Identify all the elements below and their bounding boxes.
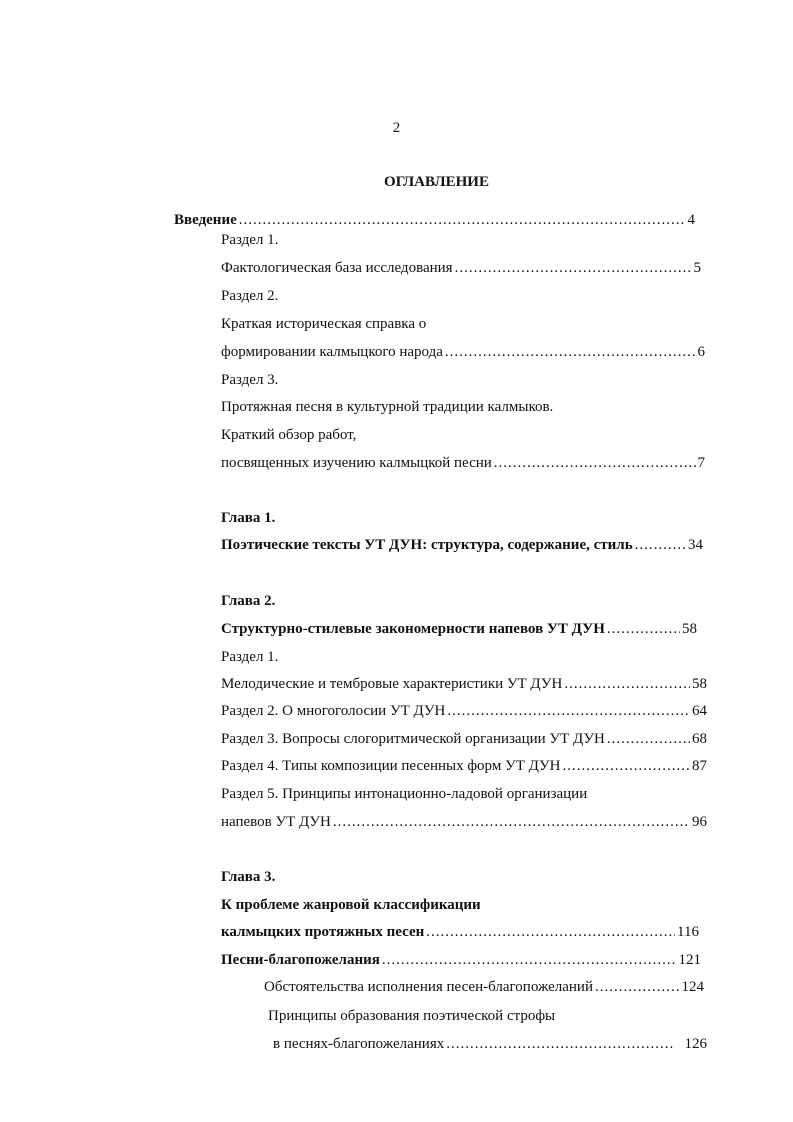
toc-title: ОГЛАВЛЕНИЕ (384, 174, 489, 190)
toc-entry-text: Введение (174, 212, 237, 228)
toc-entry-page: 64 (692, 703, 707, 719)
toc-entry-text: посвященных изучению калмыцкой песни (221, 455, 492, 471)
toc-entry (221, 756, 707, 776)
toc-entry (221, 397, 553, 417)
toc-entry (221, 453, 705, 473)
toc-entry-page: 6 (697, 344, 705, 360)
toc-entry-text: Мелодические и тембровые характеристики УТ ДУН (221, 676, 563, 692)
toc-entry-text: Раздел 2. О многоголосии УТ ДУН (221, 703, 446, 719)
toc-entry-text: Глава 1. (221, 510, 276, 526)
toc-entry (221, 784, 587, 804)
toc-entry-text: К проблеме жанровой классификации (221, 897, 481, 913)
toc-entry-page: 116 (677, 924, 699, 940)
toc-entry (221, 701, 707, 721)
toc-entry (221, 729, 707, 749)
toc-entry (221, 342, 705, 362)
toc-entry (221, 286, 278, 306)
toc-entry-page: 96 (692, 814, 707, 830)
toc-entry-text: Поэтические тексты УТ ДУН: структура, содержание, стиль (221, 537, 633, 553)
leader-dots (446, 1034, 672, 1054)
toc-entry (221, 370, 278, 390)
leader-dots (333, 812, 690, 832)
toc-entry-text: формировании калмыцкого народа (221, 344, 443, 360)
toc-entry (221, 425, 356, 445)
toc-entry (221, 867, 275, 887)
toc-entry-text: в песнях-благопожеланиях (273, 1036, 445, 1052)
leader-dots (445, 342, 696, 362)
toc-entry-text: Раздел 1. (221, 649, 279, 665)
toc-entry-text: Протяжная песня в культурной традиции калмыков. (221, 399, 554, 415)
toc-entry (221, 647, 278, 667)
toc-entry-text: Раздел 2. (221, 288, 279, 304)
leader-dots (607, 729, 690, 749)
toc-entry-text: Краткая историческая справка о (221, 316, 427, 332)
leader-dots (455, 258, 692, 278)
toc-entry (221, 674, 707, 694)
toc-entry-page: 68 (692, 731, 707, 747)
leader-dots (607, 619, 680, 639)
toc-entry-text: Песни-благопожелания (221, 952, 380, 968)
page-number: 2 (392, 120, 401, 136)
toc-entry (221, 508, 275, 528)
toc-entry-text: Обстоятельства исполнения песен-благопожеланий (264, 979, 593, 995)
leader-dots (494, 453, 696, 473)
toc-entry-page: 58 (682, 621, 697, 637)
toc-entry-page: 34 (688, 537, 703, 553)
leader-dots (564, 674, 690, 694)
toc-entry-text: Раздел 3. Вопросы слогоритмической организации УТ ДУН (221, 731, 605, 747)
leader-dots (635, 535, 686, 555)
leader-dots (239, 210, 686, 230)
toc-entry (221, 258, 701, 278)
toc-entry (221, 619, 697, 639)
leader-dots (447, 701, 690, 721)
toc-entry (221, 922, 699, 942)
toc-entry-text: Краткий обзор работ, (221, 427, 357, 443)
toc-entry-text: Структурно-стилевые закономерности напевов УТ ДУН (221, 621, 605, 637)
toc-entry-text: Раздел 3. (221, 372, 279, 388)
toc-entry-text: Раздел 5. Принципы интонационно-ладовой организации (221, 786, 588, 802)
toc-entry (221, 950, 701, 970)
toc-entry (221, 535, 703, 555)
toc-entry-page: 7 (697, 455, 705, 471)
toc-entry-page: 121 (678, 952, 701, 968)
toc-entry-page: 58 (692, 676, 707, 692)
leader-dots (595, 977, 680, 997)
toc-entry-page: 5 (693, 260, 701, 276)
toc-entry-text: Принципы образования поэтической строфы (268, 1008, 556, 1024)
toc-entry-text: калмыцких протяжных песен (221, 924, 425, 940)
toc-entry (174, 210, 695, 230)
toc-entry-text: Глава 3. (221, 869, 276, 885)
toc-entry-text: Раздел 4. Типы композиции песенных форм УТ ДУН (221, 758, 561, 774)
toc-entry-page: 87 (692, 758, 707, 774)
toc-entry (273, 1034, 707, 1054)
toc-entry (221, 895, 481, 915)
toc-entry-text: Раздел 1. (221, 232, 279, 248)
leader-dots (382, 950, 677, 970)
toc-entry (221, 591, 275, 611)
toc-entry-text: Фактологическая база исследования (221, 260, 453, 276)
toc-entry (264, 977, 704, 997)
toc-entry-page: 4 (687, 212, 695, 228)
toc-entry (221, 230, 278, 250)
toc-entry-page: 126 (684, 1036, 707, 1052)
toc-entry (268, 1006, 555, 1026)
toc-entry-text: Глава 2. (221, 593, 276, 609)
leader-dots (562, 756, 690, 776)
toc-entry (221, 812, 707, 832)
leader-dots (426, 922, 675, 942)
toc-entry (221, 314, 426, 334)
toc-entry-page: 124 (681, 979, 704, 995)
toc-entry-text: напевов УТ ДУН (221, 814, 331, 830)
